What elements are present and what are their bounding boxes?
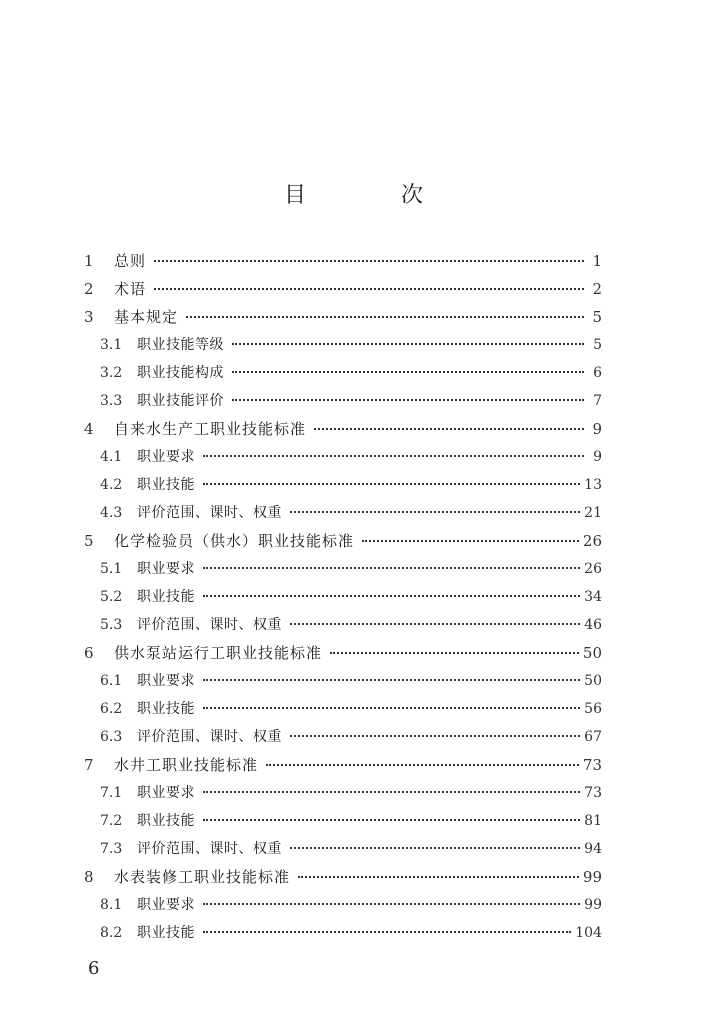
toc-entry (82, 698, 602, 726)
toc-entry-page: 6 (593, 365, 602, 381)
toc-entry-page: 99 (584, 897, 602, 913)
toc-entry-page: 67 (584, 729, 602, 745)
toc-entry-number: 4.3 (100, 505, 123, 521)
table-of-contents (82, 250, 602, 950)
toc-entry-title: 水井工职业技能标准 (114, 756, 259, 774)
toc-entry-number: 5.3 (100, 617, 123, 633)
dot-leader (203, 566, 580, 569)
toc-entry (82, 838, 602, 866)
toc-entry-title: 职业要求 (137, 449, 195, 465)
toc-entry-number: 8.1 (100, 897, 123, 913)
toc-entry-title: 职业技能评价 (137, 393, 224, 409)
toc-entry-page: 99 (582, 868, 602, 886)
toc-entry (82, 278, 602, 306)
toc-entry (82, 446, 602, 474)
dot-leader (232, 398, 584, 401)
toc-entry (82, 670, 602, 698)
dot-leader (154, 287, 584, 290)
toc-entry-page: 21 (584, 505, 602, 521)
dot-leader (186, 315, 584, 318)
toc-entry-title: 职业技能等级 (137, 337, 224, 353)
toc-entry-title: 职业要求 (137, 673, 195, 689)
dot-leader (330, 651, 579, 654)
toc-entry (82, 306, 602, 334)
dot-leader (290, 846, 580, 849)
toc-entry-title: 职业要求 (137, 785, 195, 801)
toc-entry-number: 7 (84, 756, 94, 774)
toc-entry-title: 术语 (114, 280, 147, 298)
toc-entry-title: 评价范围、课时、权重 (137, 505, 282, 521)
toc-entry-number: 6.3 (100, 729, 123, 745)
toc-entry-title: 自来水生产工职业技能标准 (114, 420, 307, 438)
toc-entry-number: 5.2 (100, 589, 123, 605)
toc-entry-page: 94 (584, 841, 602, 857)
dot-leader (203, 706, 580, 709)
dot-leader (203, 930, 571, 933)
toc-entry-number: 6.1 (100, 673, 123, 689)
toc-entry (82, 530, 602, 558)
toc-entry (82, 334, 602, 362)
toc-entry (82, 418, 602, 446)
toc-entry-page: 81 (584, 813, 602, 829)
dot-leader (290, 510, 580, 513)
dot-leader (203, 678, 580, 681)
toc-entry-title: 基本规定 (114, 308, 179, 326)
toc-entry-title: 职业要求 (137, 561, 195, 577)
toc-entry-number: 4 (84, 420, 94, 438)
toc-entry-number: 5 (84, 532, 94, 550)
toc-entry-number: 7.3 (100, 841, 123, 857)
page-title: 目 次 (284, 183, 467, 208)
dot-leader (290, 622, 580, 625)
dot-leader (232, 370, 584, 373)
toc-entry (82, 474, 602, 502)
toc-entry (82, 782, 602, 810)
toc-entry (82, 390, 602, 418)
toc-entry-title: 职业技能构成 (137, 365, 224, 381)
toc-entry-title: 职业技能 (137, 925, 195, 941)
dot-leader (298, 875, 579, 878)
toc-entry-page: 73 (582, 756, 602, 774)
toc-entry-number: 5.1 (100, 561, 123, 577)
toc-entry-title: 职业技能 (137, 477, 195, 493)
dot-leader (290, 734, 580, 737)
toc-entry-number: 6.2 (100, 701, 123, 717)
toc-entry-title: 职业要求 (137, 897, 195, 913)
dot-leader (203, 454, 584, 457)
toc-entry-number: 2 (84, 280, 94, 298)
toc-entry-title: 评价范围、课时、权重 (137, 841, 282, 857)
toc-entry-title: 总则 (114, 252, 147, 270)
toc-entry-page: 26 (582, 532, 602, 550)
toc-entry-number: 1 (84, 252, 94, 270)
toc-entry-page: 5 (592, 308, 602, 326)
toc-entry-number: 6 (84, 644, 94, 662)
page-number: 6 (88, 958, 100, 979)
dot-leader (203, 902, 580, 905)
toc-entry-title: 供水泵站运行工职业技能标准 (114, 644, 323, 662)
dot-leader (203, 594, 580, 597)
toc-entry-number: 3.1 (100, 337, 123, 353)
toc-entry (82, 726, 602, 754)
toc-entry-title: 评价范围、课时、权重 (137, 617, 282, 633)
dot-leader (314, 427, 584, 430)
toc-entry (82, 502, 602, 530)
toc-entry (82, 754, 602, 782)
toc-entry-page: 13 (584, 477, 602, 493)
dot-leader (203, 790, 580, 793)
toc-entry-page: 50 (582, 644, 602, 662)
dot-leader (203, 818, 580, 821)
toc-entry (82, 558, 602, 586)
toc-entry-page: 26 (584, 561, 602, 577)
toc-entry-title: 职业技能 (137, 701, 195, 717)
toc-entry-page: 50 (584, 673, 602, 689)
dot-leader (266, 763, 579, 766)
toc-entry-page: 9 (593, 449, 602, 465)
toc-entry (82, 810, 602, 838)
toc-entry-page: 7 (593, 393, 602, 409)
toc-entry-title: 水表装修工职业技能标准 (114, 868, 291, 886)
dot-leader (232, 342, 584, 345)
toc-entry-page: 73 (584, 785, 602, 801)
toc-entry-number: 8.2 (100, 925, 123, 941)
toc-entry-number: 7.1 (100, 785, 123, 801)
toc-entry-page: 46 (584, 617, 602, 633)
toc-entry-title: 职业技能 (137, 589, 195, 605)
toc-entry-page: 2 (592, 280, 602, 298)
toc-entry-title: 职业技能 (137, 813, 195, 829)
toc-entry-page: 34 (584, 589, 602, 605)
toc-entry (82, 362, 602, 390)
toc-entry-title: 评价范围、课时、权重 (137, 729, 282, 745)
toc-entry-number: 4.2 (100, 477, 123, 493)
dot-leader (362, 539, 579, 542)
toc-entry-number: 7.2 (100, 813, 123, 829)
toc-entry-number: 8 (84, 868, 94, 886)
toc-entry-number: 3.3 (100, 393, 123, 409)
toc-entry-page: 104 (575, 925, 602, 941)
toc-entry (82, 894, 602, 922)
toc-entry (82, 614, 602, 642)
toc-entry-number: 3 (84, 308, 94, 326)
toc-entry-number: 3.2 (100, 365, 123, 381)
dot-leader (154, 259, 584, 262)
toc-entry-page: 1 (592, 252, 602, 270)
toc-entry-number: 4.1 (100, 449, 123, 465)
toc-entry-title: 化学检验员（供水）职业技能标准 (114, 532, 355, 550)
toc-entry (82, 642, 602, 670)
toc-entry-page: 5 (593, 337, 602, 353)
toc-entry (82, 866, 602, 894)
toc-entry (82, 922, 602, 950)
toc-entry-page: 9 (592, 420, 602, 438)
toc-entry-page: 56 (584, 701, 602, 717)
dot-leader (203, 482, 580, 485)
toc-entry (82, 250, 602, 278)
toc-entry (82, 586, 602, 614)
